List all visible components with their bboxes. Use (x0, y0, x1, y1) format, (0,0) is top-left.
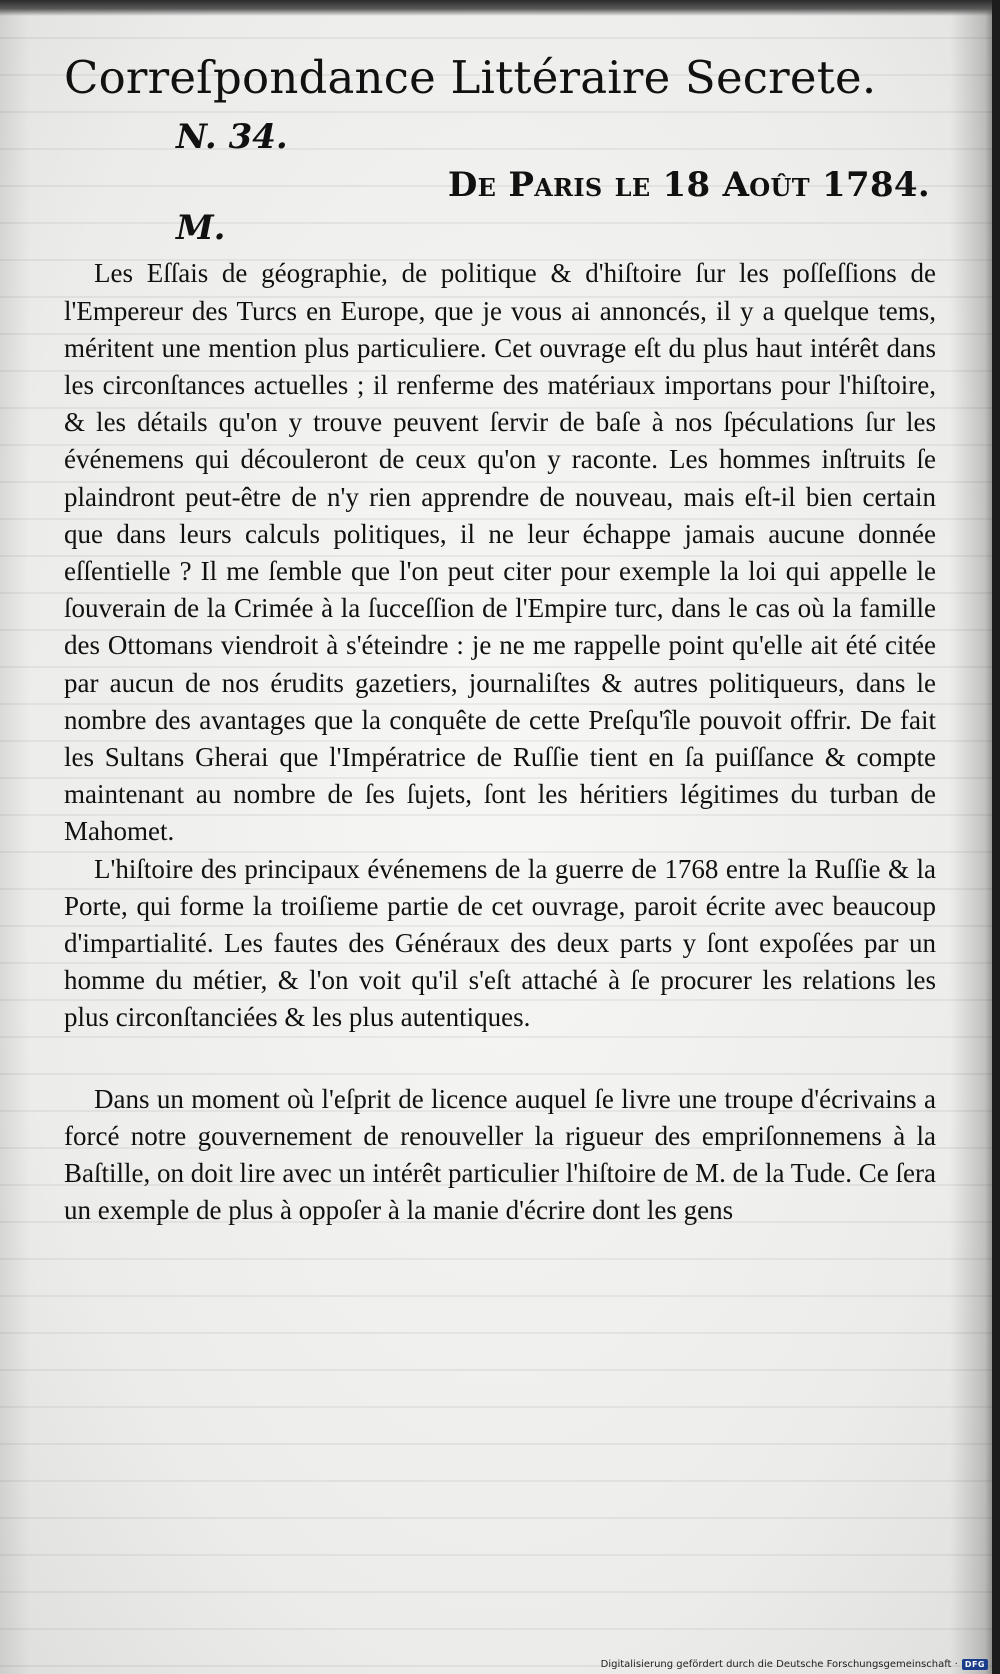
paragraph-2: L'hiſtoire des principaux événemens de la guerre de 1768 entre la Ruſſie & la Porte, qui forme la troiſieme partie de cet ouvrage, paroit écrite avec beaucoup d'impartialité. Les fautes des Généraux des deux parts y ſont expoſées par un homme du métier, & l'on voit qu'il s'eſt attaché à ſe procurer les relations les plus circonſtanciées & les plus autentiques. (64, 853, 936, 1033)
letter-body (64, 255, 936, 1229)
page-content (64, 36, 936, 1230)
salutation: M. (176, 208, 226, 249)
dfg-logo-icon: DFG (962, 1659, 988, 1670)
paragraph-3: Dans un moment où l'eſprit de licence auquel ſe livre une troupe d'écrivains a forcé notre gouvernement de renouveller la rigueur des empriſonnemens à la Baſtille, on doit lire avec un intérêt particulier l'hiſtoire de M. de la Tude. Ce ſera un exemple de plus à oppoſer à la manie d'écrire dont les gens (64, 1083, 936, 1226)
digitization-credit (601, 1659, 988, 1670)
credit-text: Digitalisierung gefördert durch die Deutsche Forschungsgemeinschaft · (600, 1659, 958, 1670)
dateline: De Paris le 18 Août 1784. (447, 164, 930, 205)
masthead-title: Correſpondance Littéraire Secrete. (64, 51, 877, 104)
issue-number: N. 34. (176, 117, 288, 158)
paragraph-1: Les Eſſais de géographie, de politique & d'hiſtoire ſur les poſſeſſions de l'Empereur des Turcs en Europe, que je vous ai annoncés, il y a quelque tems, méritent une mention plus particuliere. Cet ouvrage eſt du plus haut intérêt dans les circonſtances actuelles ; il renferme des matériaux importans pour l'hiſtoire, & les détails qu'on y trouve peuvent ſervir de baſe à nos ſpéculations ſur les événemens qui découleront de ceux qu'on y raconte. Les hommes inſtruits ſe plaindront peut-être de n'y rien apprendre de nouveau, mais eſt-il bien certain que dans leurs calculs politiques, il ne leur échappe jamais aucune donnée eſſentielle ? Il me ſemble que l'on peut citer pour exemple la loi qui appelle le ſouverain de la Crimée à la ſucceſſion de l'Empire turc, dans le cas où la famille des Ottomans viendroit à s'éteindre : je ne me rappelle point qu'elle ait été citée par aucun de nos érudits gazetiers, journaliſtes & autres politiqueurs, dans le nombre des avantages que la conquête de cette Preſqu'île pouvoit offrir. De fait les Sultans Gherai que l'Impératrice de Ruſſie tient en ſa puiſſance & compte maintenant au nombre de ſes ſujets, ſont les héritiers légitimes du turban de Mahomet. (64, 258, 936, 847)
top-page-edge (0, 0, 1000, 16)
right-page-edge (992, 0, 1000, 1674)
